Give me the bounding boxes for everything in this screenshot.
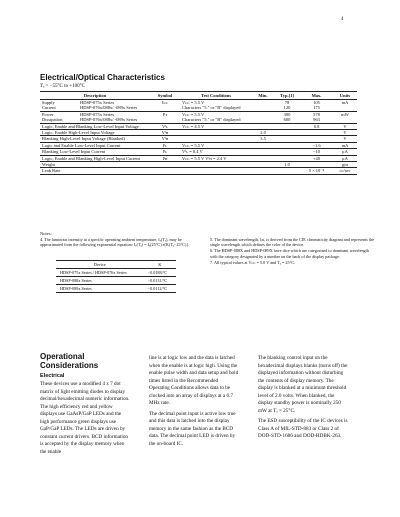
test-condition-cell: Vᴄᴄ = 4.5 V	[180, 123, 252, 129]
device-cell: HDSP-088x Series	[56, 277, 144, 285]
typ-cell: 78	[284, 100, 290, 105]
row-description	[40, 117, 150, 123]
description-subtext: HDSP-075x Series	[80, 111, 115, 117]
min-cell: 2.0	[252, 130, 274, 136]
k-table-row	[56, 277, 176, 285]
description-text: Current	[42, 105, 56, 111]
temperature-condition: Tₐ = −55°C to +100°C	[40, 84, 85, 89]
text-column-3	[258, 355, 348, 444]
max-cell: 175	[300, 105, 333, 111]
description-text: Blanking Low-Level Input Current	[42, 149, 106, 155]
typ-cell: 600	[274, 117, 300, 123]
symbol-cell: Pᴛ	[162, 111, 168, 117]
paragraph: These devices use a modified 4 x 7 dot matrix of light emitting diodes to display decimal/hexadecimal numeric information. The high efficiency red and yellow displays use GaAsP/GaP LEDs and the high performance green displays use GaP/GaP LEDs. The LEDs are driven by constant current drivers. BCD information is accepted by the display memory when the enable	[40, 381, 130, 455]
k-table-header	[56, 261, 176, 269]
operational-heading: Operational Considerations	[40, 352, 99, 370]
unit-cell: V	[333, 123, 357, 129]
paragraph: The blanking control input on the hexadecimal displays blanks (turns off) the displayed information without disturbing the contents of display memory. The display is blanked at a minimum threshold level of 2.0 volts. When blanked, the display standby power is nominally 250 mW at Tₐ = 25°C.	[258, 355, 348, 414]
symbol-cell: Vᴵʟ	[150, 123, 180, 129]
max-cell: 578	[313, 111, 320, 117]
min-cell	[252, 168, 274, 174]
description-subtext: HDSP-076x/088x/ -089x Series	[80, 105, 138, 111]
characteristics-table	[40, 91, 357, 175]
column-header: Units	[333, 92, 357, 100]
device-cell: HDSP-089x Series	[56, 285, 144, 293]
paragraph: The ESD susceptibility of the IC devices is Class A of MIL-STD-883 or Class 2 of DOD-STD-1686 and DOD-HDBK-263.	[258, 418, 348, 439]
symbol-cell	[150, 168, 180, 174]
max-cell: 0.8	[300, 123, 333, 129]
row-description	[40, 105, 150, 111]
k-value-cell: −0.0112/°C	[144, 285, 176, 293]
column-header: Description	[40, 92, 150, 100]
row-description	[40, 155, 150, 161]
k-coefficient-table	[56, 260, 176, 293]
description-text: Logic, Enable and Blanking Low-Level Input Voltage	[42, 123, 139, 129]
paragraph: The decimal point input is active low true and this data is latched into the display memory in the same fashion as the BCD data. The decimal point LED is driven by the on-board IC.	[149, 410, 236, 447]
column-header: Typ.[1]	[274, 92, 300, 100]
k-value-cell: −0.0131/°C	[144, 277, 176, 285]
paragraph: line is at logic low and the data is latched when the enable is at logic high. Using the enable pulse width and data setup and hold times listed in the Recommended Operating Conditions allows data to be clocked into an array of displays at a 6.7 MHz rate.	[149, 355, 239, 406]
k-table-row	[56, 269, 176, 277]
note-item: 7. All typical values at Vᴄᴄ = 5.0 V and Tₐ = 25°C.	[210, 259, 296, 265]
symbol-cell: Iᴵʟ	[150, 142, 180, 148]
test-condition-cell: Characters "5." or "B" displayed	[180, 117, 252, 123]
row-description	[40, 168, 150, 174]
notes-left	[40, 237, 198, 248]
text-column-1	[40, 381, 130, 459]
test-condition-cell	[180, 168, 252, 174]
test-condition-cell: Vᴄᴄ = 5.5 V	[182, 100, 205, 105]
description-text: Supply	[42, 100, 55, 105]
description-text: Logic, Enable High-Level Input Voltage	[42, 130, 115, 136]
test-condition-cell: Vᴄᴄ = 5.5 V	[182, 111, 205, 117]
electrical-subheading: Electrical	[40, 373, 65, 379]
table-header-row	[40, 92, 357, 100]
typ-cell: 120	[274, 105, 300, 111]
description-subtext: HDSP-075x Series	[80, 100, 115, 105]
unit-cell: mA	[333, 142, 357, 148]
test-condition-cell: Vᴵʟ = 0.4 V	[180, 149, 252, 155]
description-text: Power	[42, 111, 54, 117]
unit-cell: μA	[333, 155, 357, 161]
typ-cell: 1.0	[274, 162, 300, 168]
description-text: Logic, Enable and Blanking High-Level Input Current	[42, 155, 140, 161]
test-condition-cell: Vᴄᴄ = 5.5 V	[180, 142, 252, 148]
k-table-row	[56, 285, 176, 293]
notes-heading: Notes:	[40, 231, 52, 236]
test-condition-cell: Vᴄᴄ = 5.5 V Vᴵʜ = 2.4 V	[180, 155, 252, 161]
k-column-header: Device	[56, 261, 144, 269]
k-value-cell: −0.0188/°C	[144, 269, 176, 277]
unit-cell: V	[333, 130, 357, 136]
column-header: Min.	[252, 92, 274, 100]
column-header: Test Conditions	[180, 92, 252, 100]
description-text: Dissipation	[42, 117, 63, 123]
symbol-cell: Vᴵʜ	[150, 130, 180, 136]
typ-cell	[274, 168, 300, 174]
text-column-2	[149, 355, 239, 451]
max-cell: −1.6	[300, 142, 333, 148]
page-number: 4	[341, 17, 344, 22]
symbol-cell: Iᴄᴄ	[162, 100, 168, 105]
unit-cell: μA	[333, 149, 357, 155]
row-description	[40, 123, 150, 129]
symbol-cell: Iᴵʟ	[150, 149, 180, 155]
k-table-body	[56, 269, 176, 293]
unit-cell: gm	[333, 162, 357, 168]
note-item: 6. The HDSP-088X and HDSP-089X have dice which are categorized to dominant wavelength with the category designated by a number on the back of the display package.	[210, 248, 369, 259]
symbol-cell: Iᴵʜ	[150, 155, 180, 161]
table-row	[40, 168, 357, 174]
max-cell: 5 × 10⁻⁸	[300, 168, 333, 174]
unit-cell: mW	[341, 111, 349, 117]
note-item: 4. The luminous intensity at a specific operating ambient temperature, Iᵥ(Tₐ), may be approximated from the following exponential equation: Iᵥ(Tₐ) = Iᵥ(25°C) e[K(Tₐ−25°C)].	[40, 237, 189, 248]
max-cell: 963	[300, 117, 333, 123]
test-condition-cell: Characters "5." or "B" displayed	[180, 105, 252, 111]
column-header: Max.	[300, 92, 333, 100]
max-cell: +40	[300, 155, 333, 161]
description-text: Blanking High-Level Input Voltage (Blanked)	[42, 136, 125, 142]
unit-cell: cc/sec	[333, 168, 357, 174]
k-column-header: K	[144, 261, 176, 269]
description-text: Weight	[42, 162, 55, 168]
description-text: Leak Rate	[42, 168, 61, 174]
description-text: Logic and Enable Low-Level Input Current	[42, 142, 121, 148]
unit-cell: mA	[341, 100, 349, 105]
notes-right	[210, 237, 375, 266]
note-item: 5. The dominant wavelength, λᴅ, is derived from the CIE chromaticity diagram and represents the single wavelength which defines the color of the device.	[210, 237, 375, 248]
max-cell: 105	[313, 100, 320, 105]
typ-cell: 390	[283, 111, 291, 117]
table-body	[40, 100, 357, 175]
section-title: Electrical/Optical Characteristics	[40, 73, 165, 82]
max-cell: −10	[300, 149, 333, 155]
unit-cell: V	[333, 136, 357, 142]
min-cell: 3.5	[252, 136, 274, 142]
description-subtext: HDSP-076x/088x/ -089x Series	[80, 117, 138, 123]
symbol-cell: Vᴵʜ	[150, 136, 180, 142]
column-header: Symbol	[150, 92, 180, 100]
device-cell: HDSP-075x Series / HDSP-076x Series	[56, 269, 144, 277]
